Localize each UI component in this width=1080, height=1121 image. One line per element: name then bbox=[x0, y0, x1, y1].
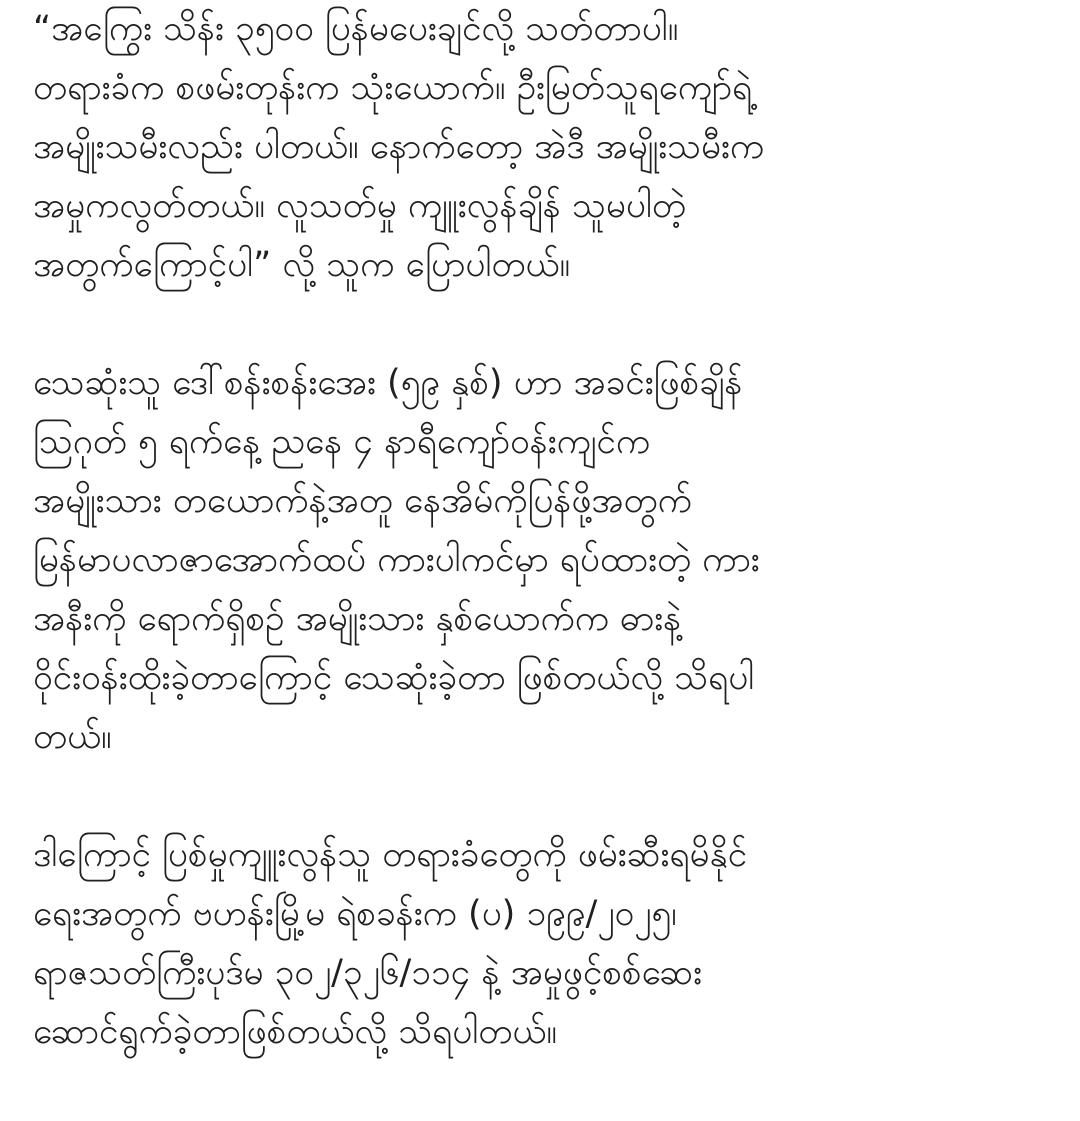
text-line: တရားခံက စဖမ်းတုန်းက သုံးယောက်။ ဦးမြတ်သူရကျော်ရဲ့ bbox=[33, 68, 753, 108]
text-line: ဝိုင်းဝန်းထိုးခဲ့တာကြောင့် သေဆုံးခဲ့တာ ဖြစ်တယ်လို့ သိရပါ bbox=[33, 658, 755, 698]
article-body bbox=[33, 0, 1063, 1121]
paragraph-incident bbox=[33, 354, 1063, 767]
text-line: ဩဂုတ် ၅ ရက်နေ့ ညနေ ၄ နာရီကျော်ဝန်းကျင်က bbox=[33, 422, 651, 462]
text-line: အမှုကလွတ်တယ်။ လူသတ်မှု ကျူးလွန်ချိန် သူမပါတဲ့ bbox=[33, 186, 686, 226]
text-line: အနီးကို ရောက်ရှိစဉ် အမျိုးသား နှစ်ယောက်က ဓားနဲ့ bbox=[33, 599, 682, 639]
text-line: အမျိုးသမီးလည်း ပါတယ်။ နောက်တော့ အဲဒီ အမျိုးသမီးက bbox=[33, 127, 765, 167]
paragraph-case-filed bbox=[33, 826, 1063, 1062]
text-line: ရာဇသတ်ကြီးပုဒ်မ ၃၀၂/၃၂၆/၁၁၄ နဲ့ အမှုဖွင့်စစ်ဆေး bbox=[33, 953, 702, 993]
text-line: “အကြွေး သိန်း ၃၅၀၀ ပြန်မပေးချင်လို့ သတ်တာပါ။ bbox=[33, 9, 679, 49]
text-line: မြန်မာပလာဇာအောက်ထပ် ကားပါကင်မှာ ရပ်ထားတဲ့ ကား bbox=[33, 540, 760, 580]
text-line: အမျိုးသား တယောက်နဲ့အတူ နေအိမ်ကိုပြန်ဖို့အတွက် bbox=[33, 481, 692, 521]
text-line: ရေးအတွက် ဗဟန်းမြို့မ ရဲစခန်းက (ပ) ၁၉၉/၂၀၂၅၊ bbox=[33, 894, 677, 934]
text-line: သေဆုံးသူ ဒေါ်စန်းစန်းအေး (၅၉ နှစ်) ဟာ အခင်းဖြစ်ချိန် bbox=[33, 363, 743, 403]
text-line: အတွက်ကြောင့်ပါ” လို့ သူက ပြောပါတယ်။ bbox=[33, 245, 571, 285]
text-line: ဒါကြောင့် ပြစ်မှုကျူးလွန်သူ တရားခံတွေကို ဖမ်းဆီးရမိနိုင် bbox=[33, 835, 747, 875]
text-line: တယ်။ bbox=[33, 717, 112, 757]
text-line: ဆောင်ရွက်ခဲ့တာဖြစ်တယ်လို့ သိရပါတယ်။ bbox=[33, 1012, 557, 1052]
paragraph-quote bbox=[33, 0, 1063, 295]
